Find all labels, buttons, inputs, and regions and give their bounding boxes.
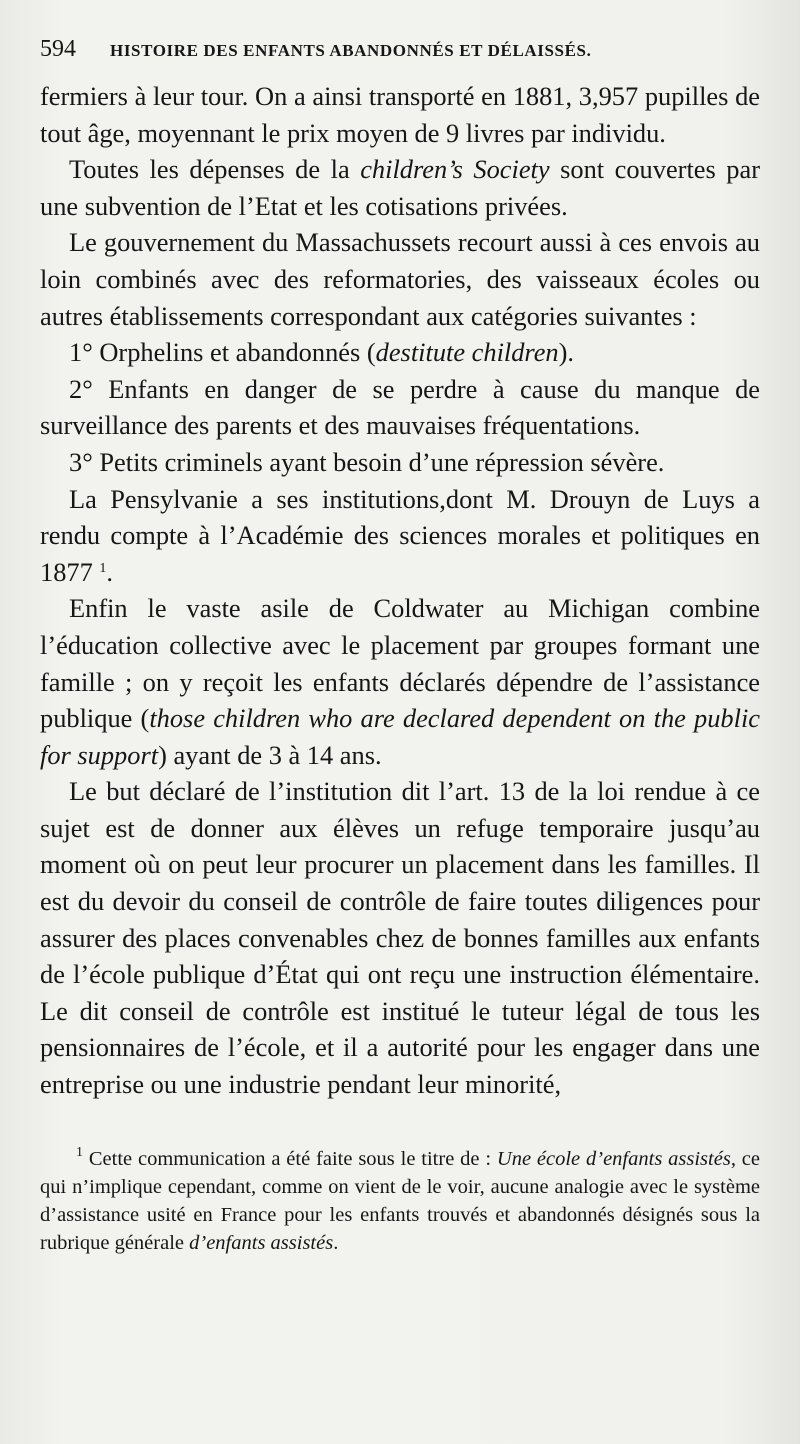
paragraph (40, 151, 760, 224)
paragraph-text: 2° Enfants en danger de se perdre à cause du manque de surveillance des parents et des mauvaises fréquentations. (40, 373, 760, 441)
paragraph-text: ) ayant de 3 à 14 ans. (158, 739, 382, 770)
italic-quote: those children who are declared dependent on the public for support (40, 703, 760, 770)
paragraph (40, 78, 760, 151)
italic-title: Une école d’enfants assistés (496, 1147, 731, 1170)
footnote-reference: 1 (99, 560, 107, 576)
footnote-text: Cette communication a été faite sous le titre de : (88, 1147, 497, 1170)
footnote-text: . (333, 1231, 339, 1254)
running-title: HISTOIRE DES ENFANTS ABANDONNÉS ET DÉLAISSÉS. (110, 41, 592, 60)
list-item-paragraph (40, 371, 760, 444)
body-text (40, 78, 760, 1103)
paragraph (40, 481, 760, 591)
paragraph (40, 224, 760, 334)
paragraph-text: ). (558, 337, 575, 368)
italic-term: children’s Society (360, 154, 550, 185)
paragraph-text: Le but déclaré de l’institution dit l’art. 13 de la loi rendue à ce sujet est de donner aux élèves un refuge temporaire jusqu’au moment où on peut leur procurer un placement dans les familles. Il est du devoir du conseil de contrôle de faire toutes diligences pour assurer des places convenables chez de bonnes familles aux enfants de l’école publique d’État qui ont reçu une instruction élémentaire. Le dit conseil de contrôle est institué le tuteur légal de tous les pensionnaires de l’école, et il a autorité pour les engager dans une entreprise ou une industrie pendant leur minorité, (40, 776, 760, 1100)
paragraph-text: Le gouvernement du Massachussets recourt aussi à ces envois au loin combinés avec des reformatories, des vaisseaux écoles ou autres établissements correspondant aux catégories suivantes : (40, 227, 760, 331)
paragraph-text: 1° Orphelins et abandonnés ( (69, 337, 376, 368)
paragraph-text: sont couvertes par une subvention de l’Etat et les cotisations privées. (40, 154, 760, 221)
list-item-paragraph (40, 444, 760, 481)
paragraph-text: . (106, 556, 113, 587)
list-item-paragraph (40, 334, 760, 371)
paragraph-text: La Pensylvanie a ses institutions,dont M. Drouyn de Luys a rendu compte à l’Académie des sciences morales et politiques en 1877 (40, 483, 760, 587)
footnote-area (40, 1145, 760, 1257)
footnote (40, 1145, 760, 1257)
paragraph (40, 773, 760, 1102)
footnote-marker: 1 (76, 1144, 83, 1160)
paragraph-text: fermiers à leur tour. On a ainsi transporté en 1881, 3,957 pupilles de tout âge, moyennant le prix moyen de 9 livres par individu. (40, 81, 760, 148)
footnote-text: , ce qui n’implique cependant, comme on vient de le voir, aucune analogie avec le système d’assistance usité en France pour les enfants trouvés et abandonnés désignés sous la rubrique générale (40, 1147, 760, 1254)
paragraph-text: Enfin le vaste asile de Coldwater au Michigan combine l’éducation collective avec le placement par groupes formant une famille ; on y reçoit les enfants déclarés dépendre de l’assistance publique ( (40, 593, 760, 734)
paragraph (40, 590, 760, 773)
italic-term: destitute children (375, 337, 559, 368)
paragraph-text: Toutes les dépenses de la (69, 154, 361, 185)
page-header (40, 36, 760, 78)
paragraph-text: 3° Petits criminels ayant besoin d’une répression sévère. (69, 446, 665, 477)
page-number: 594 (40, 36, 76, 62)
italic-term: d’enfants assistés (189, 1231, 334, 1254)
